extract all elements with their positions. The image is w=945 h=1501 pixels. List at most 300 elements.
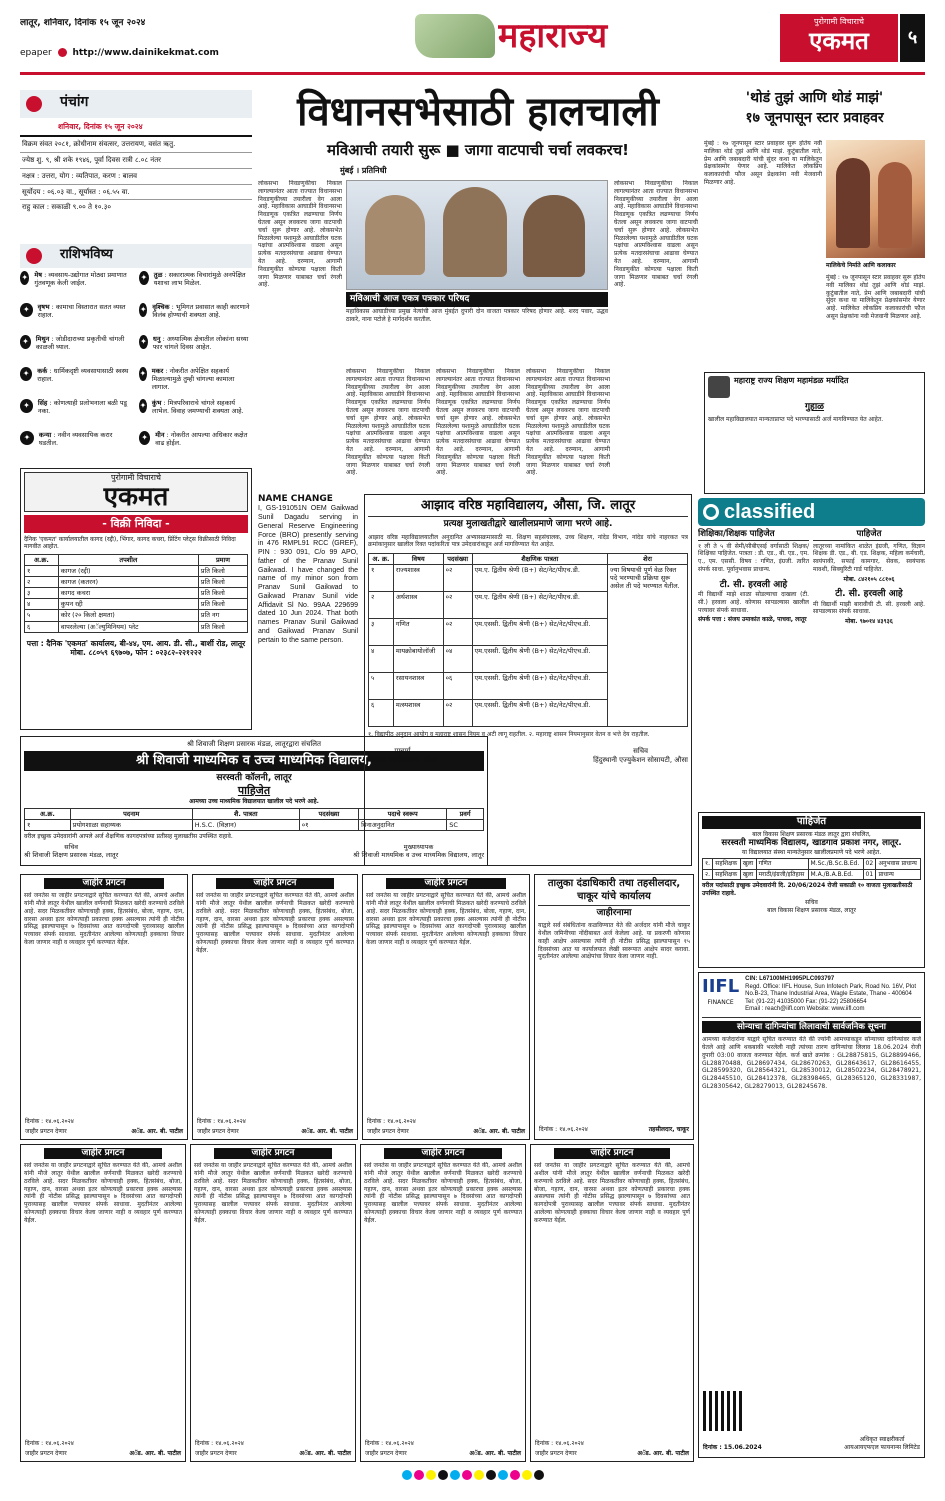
panchang-heading: पंचांग — [60, 94, 89, 110]
rashi-forecast: अध्यात्मिक क्षेत्रातील लोकांना सध्या फार चांगले दिवस आहेत. — [152, 335, 249, 352]
notice-date: दिनांक : १४.०६.२०२४ — [197, 1117, 246, 1125]
section-title: महाराज्य — [498, 16, 608, 56]
iifl-date: दिनांक : 15.06.2024 — [703, 1443, 762, 1451]
lead-body-col1: लोकसभा निवडणुकीचा निकाल लागल्यानंतर आता राज्यात विधानसभा निवडणुकीच्या तयारीला वेग आला आहे. महाविकास आघाडीने विधानसभा निवडणूक एकत्रित लढण्याचा निर्णय घेतला असून लवकरच जागा वाटपाची चर्चा सुरू होणार आहे. लोकसभेत मिळालेल्या यशामुळे आघाडीतील घटक पक्षांचा आत्मविश्वास वाढला असून प्रत्येक मतदारसंघाचा आढावा घेण्यात येत आहे. दरम्यान, आगामी निवडणुकीत कोणत्या पक्षाला किती जागा मिळणार याबाबत चर्चा रंगली आहे. — [258, 180, 342, 289]
registration-dot — [426, 1470, 436, 1480]
zodiac-sign-icon: ✦ — [20, 271, 29, 285]
tc2-heading: टी. सी. हरवली आहे — [835, 589, 903, 600]
shivaji-intro: आमच्या उच्च माध्यमिक विद्यालयात खालील पदे भरणे आहे. — [189, 798, 319, 805]
public-notice — [20, 874, 188, 1140]
table-header: शेरा — [608, 554, 688, 565]
rashi-name: सिंह — [37, 399, 48, 407]
table-cell: राज्यशास्त्र — [393, 565, 443, 592]
table-cell: ३ — [25, 588, 59, 599]
registration-dot — [414, 1470, 424, 1480]
college-sign-right-org: हिंदुस्थानी एज्युकेशन सोसायटी, औसा — [593, 755, 688, 764]
actor-photo — [836, 158, 870, 248]
table-header: पदसंख्या — [443, 554, 472, 565]
notice-sign-right: अॅड. आर. बी. पाटील — [473, 1127, 525, 1135]
registration-marks — [20, 1470, 925, 1486]
public-notice — [360, 1144, 526, 1462]
table-cell: सहशिक्षक — [713, 869, 740, 880]
table-cell: २ — [369, 592, 394, 619]
vikri-footer: पत्ता : दैनिक 'एकमत' कार्यालय, बी-४४, एम. आय. डी. सी., बार्शी रोड, लातूर — [26, 638, 246, 648]
notice-sign-left: जाहीर प्रगटन देणार — [25, 1127, 67, 1135]
table-cell: विनाअनुदानित — [359, 819, 447, 830]
rashi-name: मकर — [151, 367, 164, 375]
iifl-company: आयआयएफएल फायनान्स लिमिटेड — [844, 1443, 920, 1451]
leader-portrait — [443, 187, 507, 277]
notice-date: दिनांक : १४.०६.२०२४ — [25, 1439, 74, 1447]
rashi-text-block: सिंह : कोणत्याही प्रलोभनाला बळी पडू नका. — [37, 399, 128, 416]
notice-sign-left: जाहीर प्रगटन देणार — [197, 1127, 239, 1135]
registration-dot — [474, 1470, 484, 1480]
zodiac-sign-icon: ✦ — [139, 303, 147, 317]
table-cell: ५ — [25, 610, 59, 621]
table-header: तपशील — [58, 554, 198, 565]
notice-body: सर्व जनतेस या जाहीर प्रगटनाद्वारे सूचित करण्यात येते की, आमचे अशील यांनी मौजे लातूर येथील खालील वर्णनाची मिळकत खरेदी करण्याचे ठरविले आहे. सदर मिळकतीवर कोणाचाही हक्क, हितसंबंध, बोजा, गहाण, दान, वारसा अथवा इतर कोणत्याही प्रकारचा हक्क असल्यास त्यांनी ही नोटीस प्रसिद्ध झाल्यापासून ७ दिवसांच्या आत कागदोपत्री पुराव्यासह खालील पत्त्यावर संपर्क साधावा. मुदतीनंतर आलेल्या कोणत्याही हक्काचा विचार केला जाणार नाही व व्यवहार पूर्ण करण्यात येईल. — [196, 892, 354, 954]
notice-sign-left: जाहीर प्रगटन देणार — [367, 1127, 409, 1135]
shivaji-heading: पाहिजेत — [237, 784, 271, 798]
table-cell: ०४ — [443, 646, 472, 673]
table-cell: खुला — [740, 869, 756, 880]
rashi-icon — [26, 248, 42, 264]
table-cell: सहशिक्षक — [713, 859, 740, 870]
zodiac-sign-icon: ✦ — [20, 303, 33, 317]
table-cell: ४ — [25, 599, 59, 610]
rashi-text-block: वृषभ : कामाचा विस्तारात सतत व्यस्त राहाल. — [37, 303, 126, 320]
saraswati-note: वरील पदांसाठी इच्छुक उमेदवारांनी दि. 20/06/2024 रोजी सकाळी १० वाजता मुलाखतीसाठी उपस्थित राहावे. — [702, 882, 913, 897]
notice-body: सर्व जनतेस या जाहीर प्रगटनाद्वारे सूचित करण्यात येते की, आमचे अशील यांनी मौजे लातूर येथील खालील वर्णनाची मिळकत खरेदी करण्याचे ठरविले आहे. सदर मिळकतीवर कोणाचाही हक्क, हितसंबंध, बोजा, गहाण, दान, वारसा अथवा इतर कोणत्याही प्रकारचा हक्क असल्यास त्यांनी ही नोटीस प्रसिद्ध झाल्यापासून ७ दिवसांच्या आत कागदोपत्री पुराव्यासह खालील पत्त्यावर संपर्क साधावा. मुदतीनंतर आलेल्या कोणत्याही हक्काचा विचार केला जाणार नाही व व्यवहार पूर्ण करण्यात येईल. — [534, 1162, 690, 1224]
table-cell: प्रयोगशाळा सहाय्यक — [70, 819, 192, 830]
byline: मुंबई । प्रतिनिधी — [340, 166, 387, 175]
saraswati-title: सरस्वती माध्यमिक विद्यालय, खाडगाव प्रकाश नगर, लातूर. — [721, 838, 902, 848]
table-header: अ. क्र. — [369, 554, 394, 565]
rashi-text-block: मिथुन : जोडीदाराच्या प्रकृतीची चांगली काळजी घ्याल. — [35, 335, 125, 352]
shikshan-body: खालील महाविद्यालयात मान्यताप्राप्त पदे भरण्यासाठी अर्ज मागविण्यात येत आहेत. — [708, 416, 884, 424]
saraswati-sign-org: बाल विकास शिक्षण प्रसारक मंडळ, लातूर — [767, 906, 856, 914]
rashi-forecast: जोडीदाराच्या प्रकृतीची चांगली काळजी घ्याल. — [35, 335, 125, 352]
college-ad — [364, 494, 692, 866]
rashi-text-block: तुळ : सकारात्मक विचारांमुळे अनपेक्षित यशाचा लाभ मिळेल. — [153, 271, 246, 288]
notice-body: सर्व जनतेस या जाहीर प्रगटनाद्वारे सूचित करण्यात येते की, आमचे अशील यांनी मौजे लातूर येथील खालील वर्णनाची मिळकत खरेदी करण्याचे ठरविले आहे. सदर मिळकतीवर कोणाचाही हक्क, हितसंबंध, बोजा, गहाण, दान, वारसा अथवा इतर कोणत्याही प्रकारचा हक्क असल्यास त्यांनी ही नोटीस प्रसिद्ध झाल्यापासून ७ दिवसांच्या आत कागदोपत्री पुराव्यासह खालील पत्त्यावर संपर्क साधावा. मुदतीनंतर आलेल्या कोणत्याही हक्काचा विचार केला जाणार नाही व व्यवहार पूर्ण करण्यात येईल. — [364, 1162, 522, 1224]
iifl-brand: IIFL — [702, 976, 740, 997]
qr-code — [703, 1391, 743, 1431]
table-cell: ०२ — [443, 700, 472, 727]
public-notice — [362, 874, 530, 1140]
rashi-text-block: कुंभ : मित्रपरिवाराचे चांगले सहकार्य लाभेल. विवाह जमण्याची शक्यता आहे. — [151, 399, 244, 416]
name-change-title: NAME CHANGE — [258, 494, 333, 504]
table-row — [703, 859, 921, 870]
rashi-forecast: नोकरीत अपेक्षित सहकार्य मिळाल्यामुळे तुम्ही चांगल्या कामाला लागाल. — [151, 367, 235, 392]
table-cell: ०२ — [443, 565, 472, 592]
college-sign-left-org: आझाद महाविद्यालय, औसा — [368, 755, 437, 764]
rashi-name: वृश्चिक — [152, 303, 170, 311]
classified-logo-icon — [703, 504, 719, 520]
table-cell: एम.ए. द्वितीय श्रेणी (B+) सेट/नेट/पीएच.डी. — [472, 592, 607, 619]
rashi-box — [20, 244, 252, 466]
table-cell: प्रति किलो — [198, 565, 247, 576]
brand-box — [780, 14, 898, 62]
rashi-text-block: धनु : अध्यात्मिक क्षेत्रातील लोकांना सध्या फार चांगले दिवस आहेत. — [152, 335, 249, 352]
notice-sign-right: अॅड. आर. बी. पाटील — [637, 1449, 689, 1457]
shikshan-title: महाराष्ट्र राज्य शिक्षण महामंडळ मर्यादित — [734, 376, 849, 385]
public-notice — [530, 1144, 694, 1462]
lead-body-col5: लोकसभा निवडणुकीचा निकाल लागल्यानंतर आता राज्यात विधानसभा निवडणुकीच्या तयारीला वेग आला आहे. महाविकास आघाडीने विधानसभा निवडणूक एकत्रित लढण्याचा निर्णय घेतला असून लवकरच जागा वाटपाची चर्चा सुरू होणार आहे. लोकसभेत मिळालेल्या यशामुळे आघाडीतील घटक पक्षांचा आत्मविश्वास वाढला असून प्रत्येक मतदारसंघाचा आढावा घेण्यात येत आहे. दरम्यान, आगामी निवडणुकीत कोणत्या पक्षाला किती जागा मिळणार याबाबत चर्चा रंगली आहे. — [436, 368, 520, 477]
table-row — [25, 610, 248, 621]
rashi-item — [139, 303, 252, 333]
notice-heading: जाहीर प्रगटन — [44, 878, 164, 889]
panchang-box — [20, 90, 252, 240]
registration-dot — [498, 1470, 508, 1480]
lead-body-col3: लोकसभा निवडणुकीचा निकाल लागल्यानंतर आता राज्यात विधानसभा निवडणुकीच्या तयारीला वेग आला आहे. महाविकास आघाडीने विधानसभा निवडणूक एकत्रित लढण्याचा निर्णय घेतला असून लवकरच जागा वाटपाची चर्चा सुरू होणार आहे. लोकसभेत मिळालेल्या यशामुळे आघाडीतील घटक पक्षांचा आत्मविश्वास वाढला असून प्रत्येक मतदारसंघाचा आढावा घेण्यात येत आहे. दरम्यान, आगामी निवडणुकीत कोणत्या पक्षाला किती जागा मिळणार याबाबत चर्चा रंगली आहे. — [614, 180, 698, 289]
table-header: शै. पात्रता — [192, 808, 299, 819]
rashi-item — [20, 399, 133, 429]
table-cell: एम.एससी. द्वितीय श्रेणी (B+) सेट/नेट/पीएच.डी. — [472, 700, 607, 727]
college-sign-left: प्राचार्य — [394, 747, 411, 756]
rashi-name: कर्क — [37, 367, 48, 375]
table-cell: कुपन रद्दी — [58, 599, 198, 610]
rashi-name: कुंभ — [151, 399, 162, 407]
right-body: मुंबई : १७ जूनपासून स्टार प्रवाहवर सुरू होतेय नवी मालिका थोडं तुझं आणि थोडं माझं. कुटुंबातील नाते, प्रेम आणि जबाबदारी यांची सुंदर कथा या मालिकेतून प्रेक्षकांसमोर येणार आहे. मालिकेत लोकप्रिय कलाकारांची फौज असून प्रेक्षकांना नवी मेजवानी मिळणार आहे. — [704, 140, 822, 186]
rashi-item — [20, 303, 133, 333]
table-cell: ०१ — [299, 819, 358, 830]
tc2-phone: मोबा. ९७०१४ ४३९३६ — [845, 618, 893, 626]
rashi-forecast: नोकरीत आपल्या अधिकार कक्षेत वाढ होईल. — [155, 431, 248, 448]
serial-poster — [826, 140, 925, 258]
rashi-forecast: मित्रपरिवाराचे चांगले सहकार्य लाभेल. विवाह जमण्याची शक्यता आहे. — [151, 399, 244, 416]
zodiac-sign-icon: ✦ — [20, 431, 34, 445]
rashi-item — [139, 399, 252, 429]
emblem-icon — [708, 376, 730, 398]
iifl-cin: CIN: L67100MH1995PLC093797 — [745, 976, 835, 982]
table-cell: १. — [703, 859, 713, 870]
table-cell: ०२ — [443, 619, 472, 646]
table-cell: कागज (रद्दी) — [58, 565, 198, 576]
table-header: अ.क्र. — [25, 808, 71, 819]
table-cell: ०६ — [443, 673, 472, 700]
zodiac-sign-icon: ✦ — [20, 367, 32, 381]
tahsil-body: याद्वारे सर्व संबंधितांना कळविण्यात येते की अर्जदार यांनी मौजे चाकूर येथील जमिनीच्या नोंदीबाबत अर्ज केलेला आहे. या प्रकरणी कोणास काही आक्षेप असल्यास त्यांनी ही नोटीस प्रसिद्ध झाल्यापासून १५ दिवसांच्या आत या कार्यालयात लेखी स्वरूपात आक्षेप सादर करावा. मुदतीनंतर आलेल्या आक्षेपांचा विचार केला जाणार नाही. — [538, 922, 690, 961]
table-cell: १ — [369, 565, 394, 592]
shivaji-title: श्री शिवाजी माध्यमिक व उच्च माध्यमिक विद्यालय, — [24, 751, 484, 771]
brand-name: एकमत — [809, 26, 869, 55]
college-sign-right: सचिव — [633, 747, 648, 756]
table-cell: गणित — [756, 859, 808, 870]
notice-heading: जाहीर प्रगटन — [44, 1148, 162, 1159]
public-notice — [20, 1144, 186, 1462]
table-row — [25, 588, 248, 599]
table-header: पदनाम — [70, 808, 192, 819]
website-link[interactable]: http://www.dainikekmat.com — [72, 48, 219, 58]
rashi-text-block: वृश्चिक : भूमिगत प्रवासात काही कारणाने विलंब होण्याची शक्यता आहे. — [152, 303, 250, 320]
shivaji-sign-right-org: श्री शिवाजी माध्यमिक व उच्च माध्यमिक विद्यालय, लातूर — [353, 851, 484, 860]
saraswati-sign: सचिव — [805, 899, 818, 907]
table-cell: प्रति नग — [198, 610, 247, 621]
table-header: अ.क्र. — [25, 554, 59, 565]
notice-body: सर्व जनतेस या जाहीर प्रगटनाद्वारे सूचित करण्यात येते की, आमचे अशील यांनी मौजे लातूर येथील खालील वर्णनाची मिळकत खरेदी करण्याचे ठरविले आहे. सदर मिळकतीवर कोणाचाही हक्क, हितसंबंध, बोजा, गहाण, दान, वारसा अथवा इतर कोणत्याही प्रकारचा हक्क असल्यास त्यांनी ही नोटीस प्रसिद्ध झाल्यापासून ७ दिवसांच्या आत कागदोपत्री पुराव्यासह खालील पत्त्यावर संपर्क साधावा. मुदतीनंतर आलेल्या कोणत्याही हक्काचा विचार केला जाणार नाही व व्यवहार पूर्ण करण्यात येईल. — [194, 1162, 352, 1224]
notice-date: दिनांक : १४.०६.२०२४ — [365, 1439, 414, 1447]
notice-heading: जाहीर प्रगटन — [214, 1148, 332, 1159]
zodiac-sign-icon: ✦ — [20, 335, 31, 349]
table-cell: ५ — [369, 673, 394, 700]
notice-body: सर्व जनतेस या जाहीर प्रगटनाद्वारे सूचित करण्यात येते की, आमचे अशील यांनी मौजे लातूर येथील खालील वर्णनाची मिळकत खरेदी करण्याचे ठरविले आहे. सदर मिळकतीवर कोणाचाही हक्क, हितसंबंध, बोजा, गहाण, दान, वारसा अथवा इतर कोणत्याही प्रकारचा हक्क असल्यास त्यांनी ही नोटीस प्रसिद्ध झाल्यापासून ७ दिवसांच्या आत कागदोपत्री पुराव्यासह खालील पत्त्यावर संपर्क साधावा. मुदतीनंतर आलेल्या कोणत्याही हक्काचा विचार केला जाणार नाही व व्यवहार पूर्ण करण्यात येईल. — [24, 1162, 182, 1224]
name-change-body: I, GS-191051N OEM Gaikwad Sunil Dagadu serving in General Reserve Engineering Force (BRO) presently serving in 476 RMPL91 RCC (GREF), PIN : 930 091, C/o 99 APO, father of the Pranav Sunil Gaikwad. I have changed the name of my minor son from Pranav Sunil Gaikwad to Gaikwad Pranav Sunil vide Affidavit Sl No. 99AA 229699 dated 10 Jun 2024. That both names Pranav Sunil Gaikwad and Gaikwad Pranav Sunil pertain to the same person. — [258, 505, 358, 644]
rashi-item — [139, 271, 252, 301]
tc1-heading: टी. सी. हरवली आहे — [719, 579, 788, 590]
college-table — [368, 553, 688, 727]
registration-dot — [486, 1470, 496, 1480]
map-graphic — [415, 14, 495, 58]
page-number: ५ — [900, 14, 925, 62]
notice-sign-left: जाहीर प्रगटन देणार — [535, 1449, 577, 1457]
classified-title: classified — [724, 501, 816, 523]
notice-body: सर्व जनतेस या जाहीर प्रगटनाद्वारे सूचित करण्यात येते की, आमचे अशील यांनी मौजे लातूर येथील खालील वर्णनाची मिळकत खरेदी करण्याचे ठरविले आहे. सदर मिळकतीवर कोणाचाही हक्क, हितसंबंध, बोजा, गहाण, दान, वारसा अथवा इतर कोणत्याही प्रकारचा हक्क असल्यास त्यांनी ही नोटीस प्रसिद्ध झाल्यापासून ७ दिवसांच्या आत कागदोपत्री पुराव्यासह खालील पत्त्यावर संपर्क साधावा. मुदतीनंतर आलेल्या कोणत्याही हक्काचा विचार केला जाणार नाही व व्यवहार पूर्ण करण्यात येईल. — [366, 892, 526, 947]
classified-banner — [698, 498, 925, 526]
public-notice — [192, 874, 358, 1140]
college-notes: १. विद्यापीठ अनुदान आयोग व महाराष्ट्र शासन नियम व अटी लागू राहतील. २. महाराष्ट्र शासन नियमानुसार वेतन व भत्ते देय राहतील. — [368, 731, 650, 739]
actor-photo — [878, 162, 912, 248]
vikri-table — [24, 554, 248, 633]
zodiac-sign-icon: ✦ — [139, 271, 149, 285]
table-cell: एम.एससी. द्वितीय श्रेणी (B+) सेट/नेट/पीएच.डी. — [472, 619, 607, 646]
name-change-ad — [258, 494, 358, 708]
notice-heading: जाहीर प्रगटन — [216, 878, 334, 889]
lead-body-col4: लोकसभा निवडणुकीचा निकाल लागल्यानंतर आता राज्यात विधानसभा निवडणुकीच्या तयारीला वेग आला आहे. महाविकास आघाडीने विधानसभा निवडणूक एकत्रित लढण्याचा निर्णय घेतला असून लवकरच जागा वाटपाची चर्चा सुरू होणार आहे. लोकसभेत मिळालेल्या यशामुळे आघाडीतील घटक पक्षांचा आत्मविश्वास वाढला असून प्रत्येक मतदारसंघाचा आढावा घेण्यात येत आहे. दरम्यान, आगामी निवडणुकीत कोणत्या पक्षाला किती जागा मिळणार याबाबत चर्चा रंगली आहे. — [346, 368, 430, 477]
notice-heading: जाहीर प्रगटन — [386, 878, 506, 889]
table-cell: 01 — [863, 869, 876, 880]
table-row — [25, 577, 248, 588]
shivaji-sign-left: सचिव — [64, 843, 79, 852]
masthead — [20, 14, 925, 74]
shivaji-note: वरील इच्छुक उमेदवारांनी आपले अर्ज शैक्षणिक कागदपत्रांच्या प्रतीसह मुलाखतीस उपस्थित राहावे. — [24, 832, 233, 840]
rashi-text-block: मीन : नोकरीत आपल्या अधिकार कक्षेत वाढ होईल. — [155, 431, 248, 448]
vikri-title: - विक्री निविदा - — [24, 515, 248, 533]
vikri-intro: दैनिक 'एकमत' कार्यालयातील कागद (रद्दी), भिंगार, कागद कचरा, प्रिंटिंग प्लेट्स विक्रीसाठी निविदा मागवीत आहोत. — [24, 535, 236, 551]
notice-date: दिनांक : १४.०६.२०२४ — [195, 1439, 244, 1447]
registration-dots — [401, 1474, 545, 1482]
table-cell: १ — [25, 819, 71, 830]
rashi-forecast: कामाचा विस्तारात सतत व्यस्त राहाल. — [37, 303, 126, 320]
shivaji-address: सरस्वती कॉलनी, लातूर — [216, 773, 292, 783]
right-body-2: मुंबई : १७ जूनपासून स्टार प्रवाहवर सुरू होतेय नवी मालिका थोडं तुझं आणि थोडं माझं. कुटुंबातील नाते, प्रेम आणि जबाबदारी यांची सुंदर कथा या मालिकेतून प्रेक्षकांसमोर येणार आहे. मालिकेत लोकप्रिय कलाकारांची फौज असून प्रेक्षकांना नवी मेजवानी मिळणार आहे. — [826, 274, 925, 320]
table-header: प्रमाण — [198, 554, 247, 565]
tahsil-notice — [534, 874, 694, 1140]
registration-dot — [534, 1470, 544, 1480]
table-row — [25, 621, 248, 632]
rashi-name: वृषभ — [37, 303, 50, 311]
teacher-body: १ ली ते ५ वी सेमी/सीबीएसई वर्गासाठी शिक्षक/शिक्षिका पाहिजेत. पात्रता : डी. एड., बी. एड., एम. ए., एम. एससी. विषय : गणित, इंग्रजी. त्वरित संपर्क साधा. पूर्वानुभवास प्राधान्य. — [698, 542, 809, 574]
shivaji-org: श्री शिवाजी शिक्षण प्रसारक मंडळ, लातूरद्वारा संचलित — [187, 740, 321, 748]
table-cell: SC — [447, 819, 484, 830]
table-cell: M.Sc./B.Sc.B.Ed. — [808, 859, 863, 870]
right-story — [704, 88, 925, 368]
rashi-forecast: व्यवसाय-उद्योगात मोठ्या प्रमाणात गुंतवणूक केली जाईल. — [34, 271, 127, 288]
rashi-forecast: धार्मिकदृष्टी व्यवसायासाठी स्वस्थ राहाल. — [37, 367, 129, 384]
table-row — [703, 869, 921, 880]
rashi-name: मीन — [155, 431, 165, 439]
vikri-nivida-ad — [20, 468, 252, 730]
table-cell: प्रति किलो — [198, 588, 247, 599]
table-cell: वापरलेल्या (अॅल्युमिनियम) प्लेट — [58, 621, 198, 632]
saraswati-ad — [698, 812, 925, 968]
rashi-name: धनु — [152, 335, 161, 343]
iifl-contact: Tel: (91-22) 41035000 Fax: (91-22) 25806654 — [745, 998, 867, 1005]
rashi-text-block: मेष : व्यवसाय-उद्योगात मोठ्या प्रमाणात गुंतवणूक केली जाईल. — [34, 271, 127, 288]
zodiac-sign-icon: ✦ — [20, 399, 33, 413]
table-cell: एम.एससी. द्वितीय श्रेणी (B+) सेट/नेट/पीएच.डी. — [472, 673, 607, 700]
notice-sign-right: अॅड. आर. बी. पाटील — [129, 1449, 181, 1457]
zodiac-sign-icon: ✦ — [139, 367, 147, 381]
iifl-email: Email : reach@iifl.com Website: www.iifl.com — [745, 1006, 865, 1012]
table-cell: खुला — [740, 859, 756, 870]
registration-dot — [510, 1470, 520, 1480]
tc1-body: मी विद्यार्थी माझे शाळा सोडल्याचा दाखला (टी. सी.) हरवला आहे. कोणास सापडल्यास खालील पत्त्यावर संपर्क साधावा. — [698, 591, 809, 614]
table-row — [369, 565, 688, 592]
panchang-line: राहु काल : सकाळी ९.०० ते १०.३० — [22, 203, 112, 212]
tc1-contact: संपर्क पत्ता : संजय उमाकांत काळे, पाचवा, लातूर — [698, 616, 807, 624]
rashi-item — [20, 367, 133, 397]
rashi-item — [139, 335, 252, 365]
saraswati-intro: या विद्यालयात संस्था मान्यतेनुसार खालीलप्रमाणे पदे भरणे आहेत. — [741, 848, 882, 856]
vikri-phone: मोबा. ८८०५९ ६९७०७, फोन : ०२३८२-२२१२२२ — [70, 648, 202, 657]
table-row — [25, 565, 248, 576]
notice-sign-left: जाहीर प्रगटन देणार — [25, 1449, 67, 1457]
table-cell: प्रति किलो — [198, 599, 247, 610]
shivaji-sign-right: मुख्याध्यापक — [403, 843, 434, 852]
rashi-forecast: कोणत्याही प्रलोभनाला बळी पडू नका. — [37, 399, 128, 416]
masthead-rule — [20, 72, 925, 75]
table-cell: २ — [25, 577, 59, 588]
table-cell: कागज (कतरन) — [58, 577, 198, 588]
notice-heading: जाहीर प्रगटन — [554, 1148, 670, 1159]
remark-cell: ज्या विषयाची पूर्ण वेळ रिक्त पदे भरण्याची प्रक्रिया सुरू असेल ती पदे भरण्यात येतील. — [608, 565, 688, 727]
rashi-text-block: कन्या : नवीन व्यवसायिक करार घडतील. — [38, 431, 113, 448]
table-cell: ४ — [369, 646, 394, 673]
lead-story — [258, 88, 698, 488]
tahsil-sign: तहसीलदार, चाकूर — [648, 1125, 689, 1133]
table-cell: प्रति किलो — [198, 577, 247, 588]
registration-dot — [402, 1470, 412, 1480]
registration-dot — [522, 1470, 532, 1480]
photo-text: महाविकास आघाडीच्या प्रमुख नेत्यांची आज मुंबईत दुपारी दोन वाजता पत्रकार परिषद होणार आहे. शरद पवार, उद्धव ठाकरे, नाना पटोले हे मार्गदर्शन करतील. — [346, 308, 608, 323]
rashi-item — [20, 431, 133, 461]
teacher-heading: शिक्षिका/शिक्षक पाहिजेत — [698, 529, 809, 541]
rashi-item — [20, 335, 133, 365]
saraswati-table — [702, 858, 921, 880]
rashi-item — [20, 271, 133, 301]
table-cell: गणित — [393, 619, 443, 646]
right-headline-2: १७ जूनपासून स्टार प्रवाहवर — [745, 110, 884, 126]
brand-tagline: पुरोगामी विचाराचे — [814, 17, 864, 26]
table-header: पदाचे स्वरूप — [359, 808, 447, 819]
iifl-logo — [702, 976, 739, 1014]
registration-dot — [438, 1470, 448, 1480]
table-cell: एम.एससी. द्वितीय श्रेणी (B+) सेट/नेट/पीएच.डी. — [472, 646, 607, 673]
lead-headline: विधानसभेसाठी हालचाली — [297, 88, 659, 135]
notice-sign-right: अॅड. आर. बी. पाटील — [299, 1449, 351, 1457]
table-cell: प्रति किलो — [198, 621, 247, 632]
college-title: आझाद वरिष्ठ महाविद्यालय, औसा, जि. लातूर — [368, 498, 688, 517]
right-headline-1: 'थोडं तुझं आणि थोडं माझं' — [745, 90, 884, 106]
rashi-forecast: नवीन व्यवसायिक करार घडतील. — [38, 431, 113, 448]
table-cell: कागद कचरा — [58, 588, 198, 599]
table-cell: कोर (२० किलो क्षमता) — [58, 610, 198, 621]
table-cell: अर्थशास्त्र — [393, 592, 443, 619]
notice-date: दिनांक : १४.०६.२०२४ — [367, 1117, 416, 1125]
notice-date: दिनांक : १४.०६.२०२४ — [25, 1117, 74, 1125]
ad-brand-name: एकमत — [103, 482, 169, 512]
rashi-grid — [20, 271, 252, 461]
rashi-name: कन्या — [38, 431, 52, 439]
panchang-line: सूर्योदय : ०६.०३ वा., सूर्यास्त : ०६.५५ वा. — [20, 185, 252, 201]
notice-sign-right: अॅड. आर. बी. पाटील — [301, 1127, 353, 1135]
rashi-forecast: भूमिगत प्रवासात काही कारणाने विलंब होण्याची शक्यता आहे. — [152, 303, 250, 320]
tahsil-heading: जाहीरनामा — [596, 908, 632, 918]
rashi-name: तुळ — [153, 271, 163, 279]
table-row — [25, 599, 248, 610]
table-cell: ६ — [25, 621, 59, 632]
table-cell: १ — [25, 565, 59, 576]
shikshan-ad — [704, 372, 925, 494]
right-photo-caption: मालिकेचे निर्माते आणि कलाकार — [826, 262, 896, 269]
photo-caption: मविआची आज एकत्र पत्रकार परिषद — [346, 292, 608, 307]
public-notice — [190, 1144, 356, 1462]
shivaji-sign-left-org: श्री शिवाजी शिक्षण प्रसारक मंडळ, लातूर — [24, 851, 119, 860]
rashi-text-block: मकर : नोकरीत अपेक्षित सहकार्य मिळाल्यामुळे तुम्ही चांगल्या कामाला लागाल. — [151, 367, 235, 392]
panchang-icon — [26, 96, 42, 112]
zodiac-sign-icon: ✦ — [139, 399, 147, 413]
college-intro: आझाद वरिष्ठ महाविद्यालयातील अनुदानित अभ्यासक्रमासाठी मा. शिक्षण सहसंचालक, उच्च शिक्षण, नांदेड विभाग, नांदेड यांचे नाहरकत पत्र क्रमांकानुसार खालील रिक्त पदांकरिता पात्र उमेदवारांकडून अर्ज मागविण्यात येत आहेत. — [368, 533, 688, 549]
notice-heading: जाहीर प्रगटन — [384, 1148, 502, 1159]
table-cell: रसायनशास्त्र — [393, 673, 443, 700]
notice-sign-right: अॅड. आर. बी. पाटील — [469, 1449, 521, 1457]
iifl-notice-body: आमच्या कर्जदारांना याद्वारे सूचित करण्यात येते की ज्यांनी आमच्याकडून सोन्याच्या दागिन्यांवर कर्ज घेतले आहे आणि थकबाकी भरलेली नाही त्यांच्या तारण दागिन्यांचा लिलाव 18.06.2024 रोजी दुपारी 03:00 वाजता करण्यात येईल. कर्ज खाते क्रमांक : GL28875815, GL28899466, GL28870488, GL28697434, GL28670263, GL28643617, GL28616455, GL28599320, GL28564321, GL28530012, GL28502234, GL28478921, GL28445510, GL28412378, GL28398465, GL28365120, GL28331987, GL28305642, GL28279013, GL28245678. — [702, 1036, 921, 1090]
table-cell: H.S.C. (विज्ञान) — [192, 819, 299, 830]
table-cell: M.A./B.A.B.Ed. — [808, 869, 863, 880]
tc2-body: मी विद्यार्थी माझी बारावीची टी. सी. हरवली आहे. सापडल्यास संपर्क साधावा. — [813, 600, 925, 616]
table-header: विषय — [393, 554, 443, 565]
table-cell: ६ — [369, 700, 394, 727]
table-cell: एम.ए. द्वितीय श्रेणी (B+) सेट/नेट/पीएच.डी. — [472, 565, 607, 592]
leader-portrait — [523, 195, 585, 277]
ad-brand-tagline: पुरोगामी विचाराचे — [111, 473, 161, 482]
notice-body: सर्व जनतेस या जाहीर प्रगटनाद्वारे सूचित करण्यात येते की, आमचे अशील यांनी मौजे लातूर येथील खालील वर्णनाची मिळकत खरेदी करण्याचे ठरविले आहे. सदर मिळकतीवर कोणाचाही हक्क, हितसंबंध, बोजा, गहाण, दान, वारसा अथवा इतर कोणत्याही प्रकारचा हक्क असल्यास त्यांनी ही नोटीस प्रसिद्ध झाल्यापासून ७ दिवसांच्या आत कागदोपत्री पुराव्यासह खालील पत्त्यावर संपर्क साधावा. मुदतीनंतर आलेल्या कोणत्याही हक्काचा विचार केला जाणार नाही व व्यवहार पूर्ण करण्यात येईल. — [24, 892, 184, 947]
rashi-heading: राशिभविष्य — [60, 247, 113, 262]
leaders-photo — [346, 180, 608, 290]
globe-icon — [58, 48, 67, 57]
iifl-notice-title: सोन्याचा दागिन्यांचा लिलावाची सार्वजनिक सूचना — [702, 1021, 921, 1034]
panchang-line: ज्येष्ठ शु. ९, श्री शके १९४६, पूर्वा दिवस रात्री ८.०८ नंतर — [20, 153, 252, 169]
notice-date: दिनांक : १४.०६.२०२४ — [535, 1439, 584, 1447]
panchang-line: नक्षत्र : उत्तरा, योग : व्यतिपात, करण : बालव — [20, 169, 252, 185]
shikshan-subtitle: गुहाळ — [804, 402, 825, 412]
needed-phone: मोबा. ८४२१०५ ८८१०६ — [843, 575, 895, 583]
classified-section — [698, 498, 925, 808]
rashi-item — [139, 431, 252, 461]
tahsil-date: दिनांक : १४.०६.२०२४ — [539, 1125, 588, 1133]
table-cell: प्राधान्य — [876, 869, 921, 880]
table-cell: २. — [703, 869, 713, 880]
table-cell: मराठी/इंग्रजी/इतिहास — [756, 869, 808, 880]
college-subtitle: प्रत्यक्ष मुलाखतीद्वारे खालीलप्रमाणे जागा भरणे आहे. — [443, 519, 613, 530]
iifl-sign: अधिकृत स्वाक्षरीकर्ता — [859, 1436, 905, 1443]
iifl-notice — [698, 972, 925, 1458]
table-cell: ३ — [369, 619, 394, 646]
notice-sign-left: जाहीर प्रगटन देणार — [365, 1449, 407, 1457]
iifl-address: Regd. Office: IIFL House, Sun Infotech Park, Road No. 16V, Plot No.B-23, Thane Industrial Area, Wagle Estate, Thane - 400604 — [745, 983, 917, 997]
panchang-date: शनिवार, दिनांक १५ जून २०२४ — [58, 122, 143, 131]
